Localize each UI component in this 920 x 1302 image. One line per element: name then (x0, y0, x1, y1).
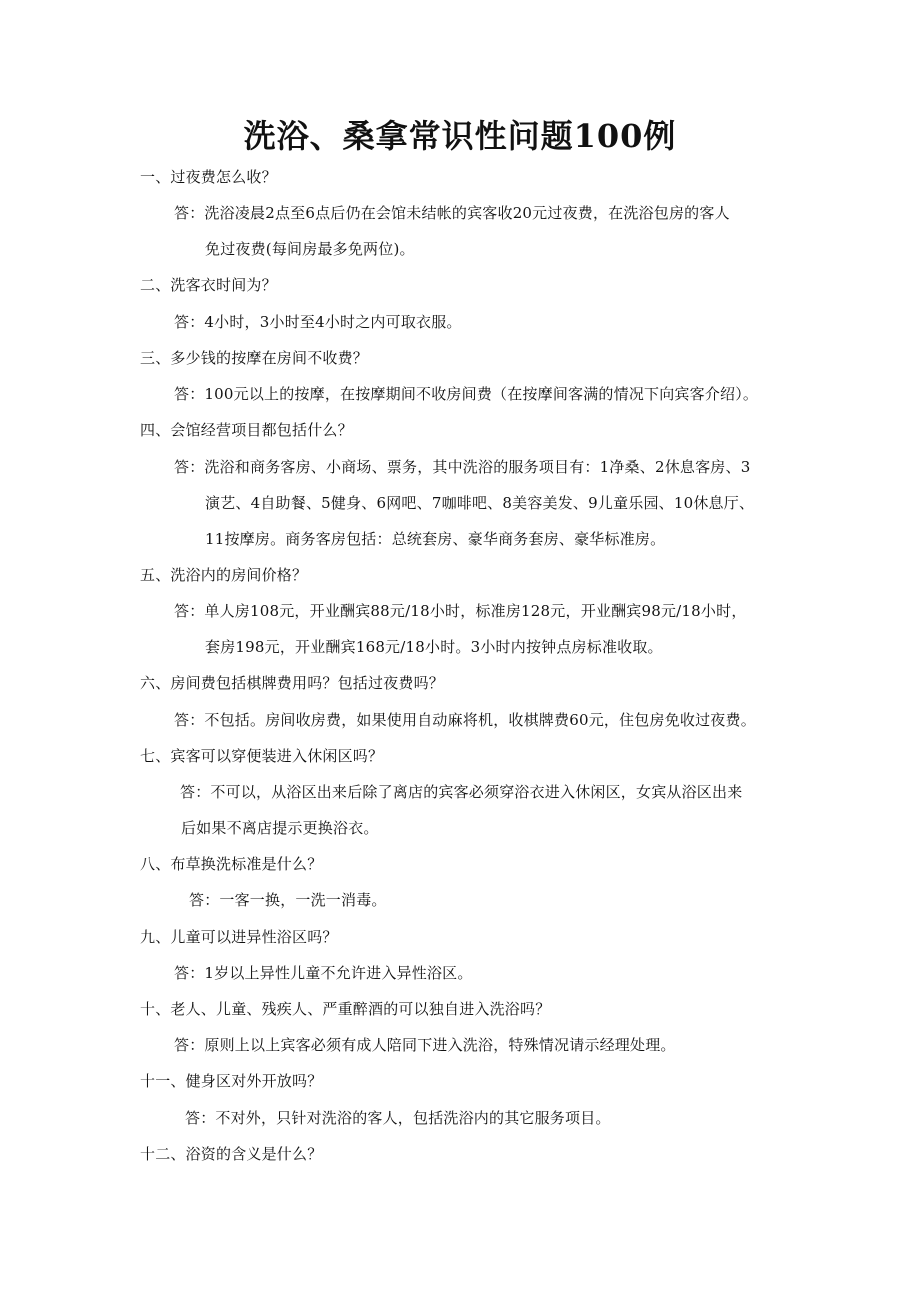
answer-11-line-1: 答：不对外，只针对洗浴的客人，包括洗浴内的其它服务项目。 (185, 1109, 611, 1127)
question-9: 九、儿童可以进异性浴区吗？ (140, 928, 338, 946)
answer-1-line-1: 答：洗浴凌晨2点至6点后仍在会馆未结帐的宾客收20元过夜费，在洗浴包房的客人 (174, 204, 730, 222)
answer-8-line-1: 答：一客一换，一洗一消毒。 (189, 891, 387, 909)
answer-7-line-2: 后如果不离店提示更换浴衣。 (181, 819, 379, 837)
answer-3-line-1: 答：100元以上的按摩，在按摩期间不收房间费（在按摩间客满的情况下向宾客介绍）。 (174, 385, 759, 403)
answer-4-line-2: 演艺、4自助餐、5健身、6网吧、7咖啡吧、8美容美发、9儿童乐园、10休息厅、 (205, 494, 755, 512)
document-title: 洗浴、桑拿常识性问题100例 (243, 117, 677, 155)
question-1: 一、过夜费怎么收？ (140, 168, 277, 186)
answer-6-line-1: 答：不包括。房间收房费，如果使用自动麻将机，收棋牌费60元，住包房免收过夜费。 (174, 711, 756, 729)
answer-5-line-1: 答：单人房108元，开业酬宾88元/18小时，标准房128元，开业酬宾98元/18小时， (174, 602, 747, 620)
question-2: 二、洗客衣时间为？ (140, 276, 277, 294)
answer-10-line-1: 答：原则上以上宾客必须有成人陪同下进入洗浴，特殊情况请示经理处理。 (174, 1036, 676, 1054)
question-3: 三、多少钱的按摩在房间不收费？ (140, 349, 369, 367)
question-11: 十一、健身区对外开放吗？ (140, 1072, 323, 1090)
question-4: 四、会馆经营项目都包括什么？ (140, 421, 353, 439)
answer-1-line-2: 免过夜费(每间房最多免两位)。 (205, 240, 415, 258)
question-12: 十二、浴资的含义是什么？ (140, 1145, 323, 1163)
answer-7-line-1: 答：不可以，从浴区出来后除了离店的宾客必须穿浴衣进入休闲区，女宾从浴区出来 (180, 783, 743, 801)
answer-5-line-2: 套房198元，开业酬宾168元/18小时。3小时内按钟点房标准收取。 (205, 638, 663, 656)
question-7: 七、宾客可以穿便装进入休闲区吗？ (140, 747, 384, 765)
question-8: 八、布草换洗标准是什么？ (140, 855, 323, 873)
answer-9-line-1: 答：1岁以上异性儿童不允许进入异性浴区。 (174, 964, 473, 982)
answer-4-line-1: 答：洗浴和商务客房、小商场、票务，其中洗浴的服务项目有：1净桑、2休息客房、3 (174, 458, 751, 476)
answer-4-line-3: 11按摩房。商务客房包括：总统套房、豪华商务套房、豪华标准房。 (205, 530, 666, 548)
answer-2-line-1: 答：4小时，3小时至4小时之内可取衣服。 (174, 313, 462, 331)
question-5: 五、洗浴内的房间价格？ (140, 566, 308, 584)
question-10: 十、老人、儿童、残疾人、严重醉酒的可以独自进入洗浴吗？ (140, 1000, 551, 1018)
question-6: 六、房间费包括棋牌费用吗？包括过夜费吗？ (140, 674, 445, 692)
